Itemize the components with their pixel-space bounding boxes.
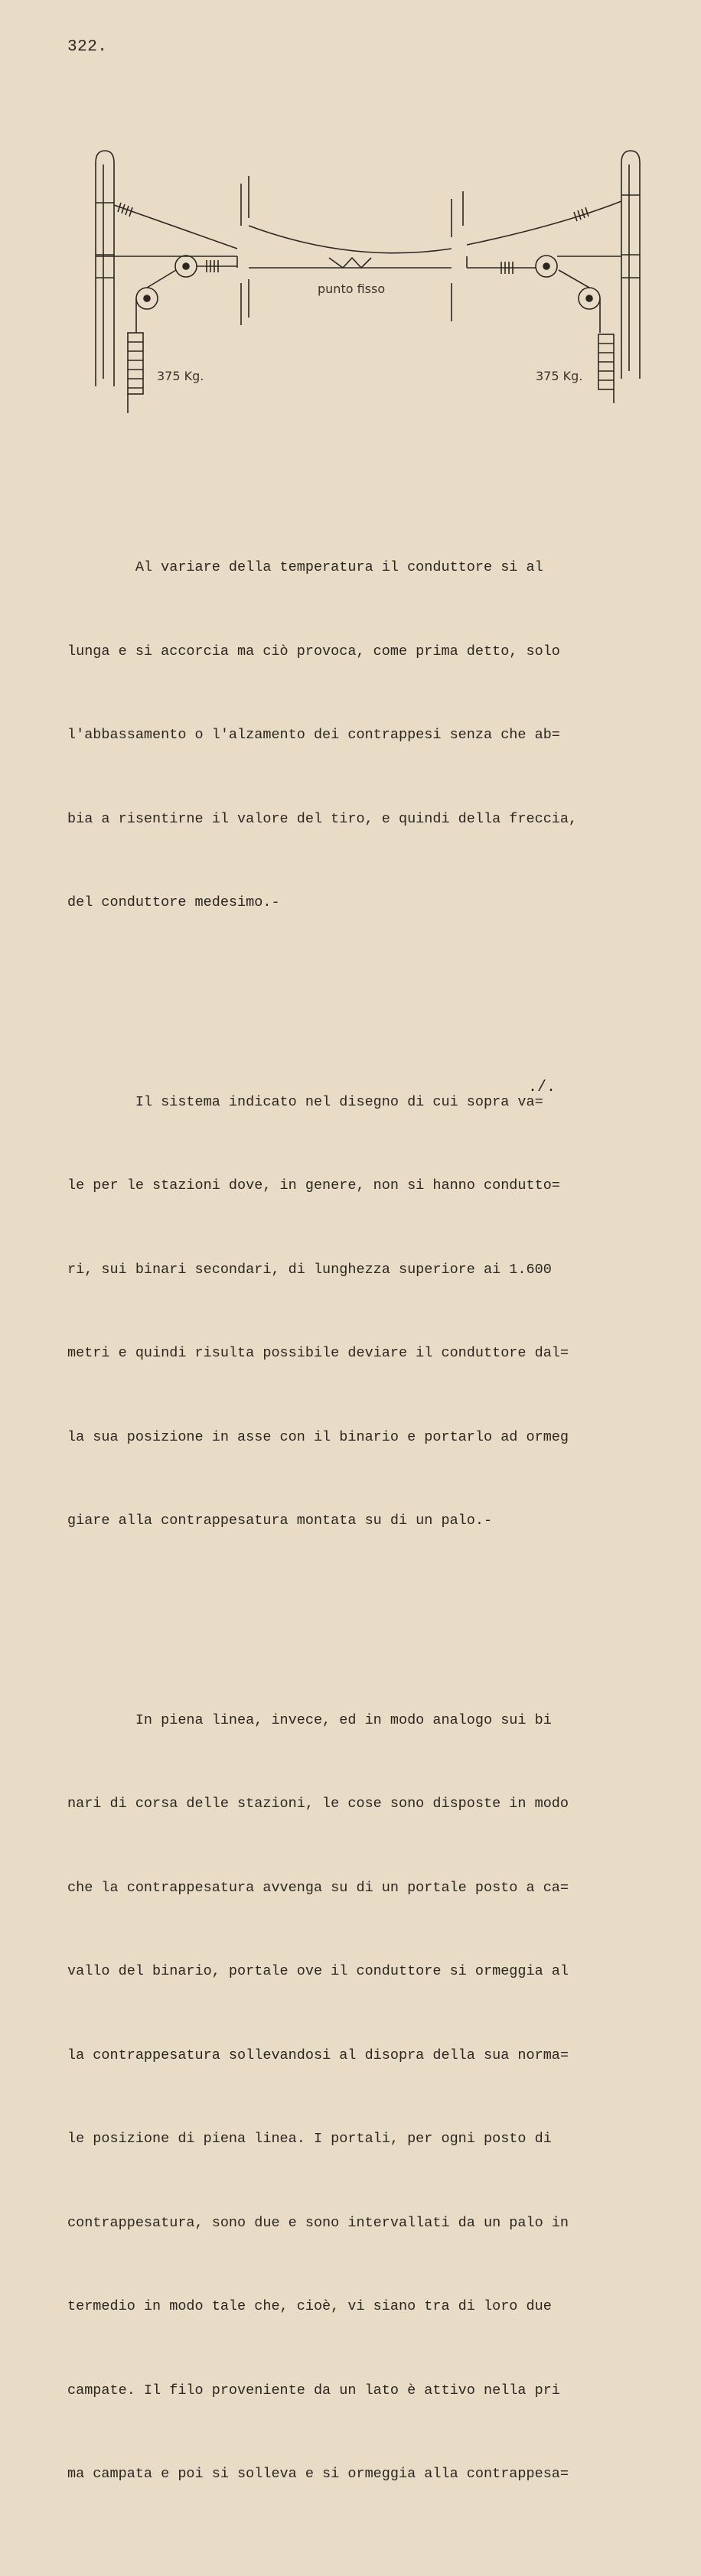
text-line: le posizione di piena linea. I portali, per ogni posto di: [67, 2131, 552, 2147]
paragraph-2: [67, 1033, 672, 1591]
catenary-counterweight-diagram: [84, 142, 650, 417]
text-line: la sua posizione in asse con il binario e portarlo ad ormeg: [67, 1428, 569, 1445]
text-line: la contrappesatura sollevandosi al disopra della sua norma=: [67, 2047, 569, 2063]
text-line: Il sistema indicato nel disegno di cui sopra va=: [67, 1093, 543, 1110]
body-text: [67, 442, 672, 2576]
text-line: metri e quindi risulta possibile deviare il conduttore dal=: [67, 1345, 569, 1361]
text-line: nari di corsa delle stazioni, le cose sono disposte in modo: [67, 1796, 569, 1812]
text-line: vallo del binario, portale ove il conduttore si ormeggia al: [67, 1963, 569, 1979]
text-line: l'abbassamento o l'alzamento dei contrappesi senza che ab=: [67, 727, 560, 743]
text-line: ri, sui binari secondari, di lunghezza superiore ai 1.600: [67, 1261, 552, 1278]
text-line: bia a risentirne il valore del tiro, e quindi della freccia,: [67, 810, 578, 827]
text-line: che la contrappesatura avvenga su di un portale posto a ca=: [67, 1879, 569, 1896]
text-line: lunga e si accorcia ma ciò provoca, come prima detto, solo: [67, 643, 560, 659]
paragraph-3: [67, 1651, 672, 2545]
text-line: campate. Il filo proveniente da un lato è attivo nella pri: [67, 2382, 560, 2399]
text-line: le per le stazioni dove, in genere, non si hanno condutto=: [67, 1177, 560, 1194]
text-line: Al variare della temperatura il conduttore si al: [67, 559, 543, 575]
text-line: giare alla contrappesatura montata su di un palo.-: [67, 1513, 493, 1529]
text-line: del conduttore medesimo.-: [67, 894, 280, 910]
paragraph-1: [67, 498, 672, 973]
continuation-mark: ./.: [528, 1079, 556, 1096]
text-line: termedio in modo tale che, cioè, vi siano tra di loro due: [67, 2298, 552, 2314]
fixed-point-label: punto fisso: [318, 282, 386, 296]
page-number: 322.: [67, 38, 108, 56]
left-weight-label: 375 Kg.: [157, 369, 204, 383]
text-line: contrappesatura, sono due e sono intervallati da un palo in: [67, 2214, 569, 2231]
text-line: In piena linea, invece, ed in modo analogo sui bi: [67, 1711, 552, 1728]
right-weight-label: 375 Kg.: [536, 369, 583, 383]
right-pole: [467, 151, 640, 403]
anchor-center: [241, 176, 463, 325]
text-line: ma campata e poi si solleva e si ormeggia alla contrappesa=: [67, 2466, 569, 2482]
